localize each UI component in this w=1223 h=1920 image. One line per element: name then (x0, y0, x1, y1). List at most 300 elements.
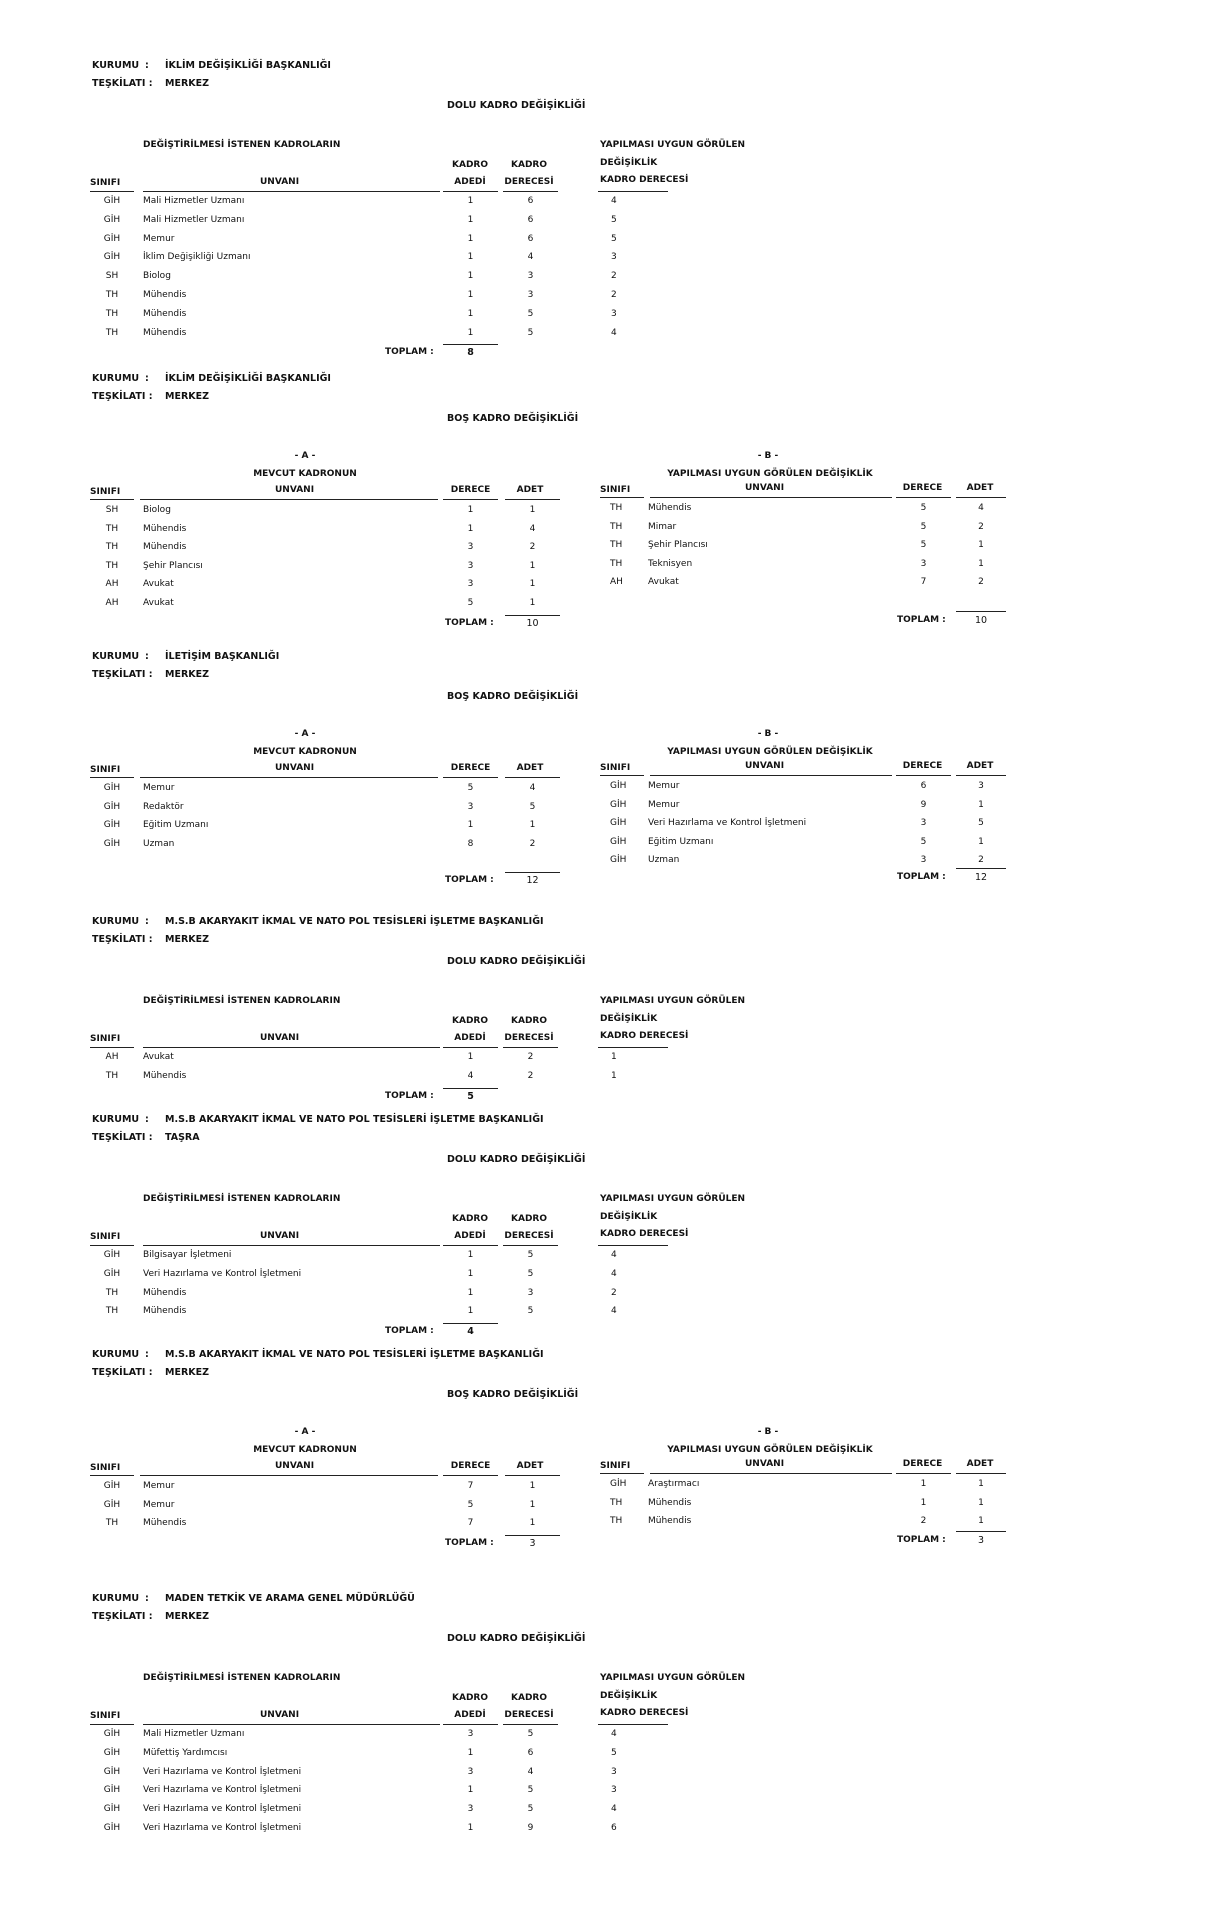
total-line (443, 1088, 498, 1089)
a-row-derece: 5 (467, 783, 474, 793)
header-underline-unvani (143, 191, 440, 192)
row-derecesi: 5 (527, 1268, 534, 1279)
header-derecesi: DERECESİ (504, 1033, 554, 1043)
b-header-unvani: UNVANI (745, 483, 785, 493)
row-adedi: 1 (467, 290, 474, 300)
total-label: TOPLAM : (385, 347, 434, 358)
a-mevcut: MEVCUT KADRONUN (253, 747, 357, 757)
row-unvani: Mühendis (143, 290, 187, 300)
a-row-sinifi: GİH (103, 1499, 121, 1510)
kurumu-colon: : (145, 916, 149, 927)
header-kadro-1: KADRO (452, 160, 488, 170)
header-underline-unvani (143, 1047, 440, 1048)
header-underline-unvani (143, 1245, 440, 1246)
b-row-adet: 5 (978, 818, 984, 829)
b-row-adet: 1 (978, 540, 984, 551)
b-row-derece: 7 (920, 577, 927, 588)
row-kadro-derecesi: 5 (611, 233, 617, 244)
a-row-sinifi: TH (105, 560, 119, 571)
header-kadro-2: KADRO (511, 160, 547, 170)
a-row-unvani: Redaktör (143, 801, 184, 812)
a-row-derece: 5 (467, 598, 474, 608)
b-row-derece: 5 (920, 521, 927, 532)
row-unvani: Mali Hizmetler Uzmanı (143, 1729, 245, 1739)
row-kadro-derecesi: 1 (611, 1070, 617, 1081)
b-row-derece: 6 (920, 781, 927, 791)
row-adedi: 1 (467, 1052, 474, 1062)
row-derecesi: 2 (527, 1070, 534, 1081)
kurumu-colon: : (145, 1114, 149, 1125)
row-sinifi: TH (105, 1070, 119, 1081)
header-underline-derecesi (503, 1047, 558, 1048)
row-kadro-derecesi: 3 (611, 308, 617, 319)
row-derecesi: 4 (527, 1766, 534, 1777)
b-row-sinifi: AH (610, 577, 623, 588)
row-derecesi: 9 (527, 1823, 534, 1833)
a-row-unvani: Mühendis (143, 1518, 187, 1529)
row-unvani: Veri Hazırlama ve Kontrol İşletmeni (143, 1766, 302, 1777)
a-header-unvani: UNVANI (275, 763, 315, 773)
b-row-derece: 5 (920, 540, 927, 551)
header-underline-sinifi (90, 1724, 134, 1725)
a-row-sinifi: TH (105, 542, 119, 553)
b-row-sinifi: GİH (610, 799, 627, 810)
row-sinifi: AH (105, 1052, 119, 1062)
row-sinifi: GİH (103, 1785, 121, 1796)
b-header-unvani: UNVANI (745, 761, 785, 771)
row-adedi: 1 (467, 214, 474, 225)
header-kadro-1: KADRO (452, 1214, 488, 1224)
a-header-adet: ADET (516, 1461, 544, 1471)
header-kadro-derecesi: KADRO DERECESİ (600, 1708, 689, 1718)
a-total-label: TOPLAM : (445, 617, 494, 628)
a-row-unvani: Memur (143, 783, 175, 793)
a-header-derece: DERECE (450, 763, 491, 773)
section-title: DOLU KADRO DEĞİŞİKLİĞİ (447, 100, 586, 111)
header-underline-derecesi (503, 1724, 558, 1725)
header-underline-unvani (143, 1724, 440, 1725)
teskilati-label: TEŞKİLATI : (92, 391, 153, 402)
teskilati-value: MERKEZ (165, 78, 209, 89)
header-underline-kadro-derecesi (598, 1245, 668, 1246)
row-sinifi: GİH (103, 196, 121, 206)
row-kadro-derecesi: 1 (611, 1052, 617, 1062)
header-underline-kadro-derecesi (598, 1724, 668, 1725)
header-kadro-2: KADRO (511, 1214, 547, 1224)
a-row-adet: 1 (529, 505, 536, 515)
teskilati-value: MERKEZ (165, 1611, 209, 1622)
a-marker: - A - (294, 1427, 316, 1437)
a-row-derece: 7 (467, 1518, 474, 1529)
b-underline-sinifi (600, 775, 644, 776)
row-kadro-derecesi: 2 (611, 290, 617, 300)
b-row-unvani: Eğitim Uzmanı (648, 836, 714, 847)
header-degisiklik: DEĞİŞİKLİK (600, 158, 658, 168)
row-derecesi: 2 (527, 1052, 534, 1062)
row-unvani: Mali Hizmetler Uzmanı (143, 196, 245, 206)
row-sinifi: GİH (103, 1729, 121, 1739)
a-underline-adet (505, 1475, 560, 1476)
total-line (443, 344, 498, 345)
row-adedi: 1 (467, 196, 474, 206)
a-total-line (505, 615, 560, 616)
teskilati-label: TEŞKİLATI : (92, 1132, 153, 1143)
a-row-sinifi: TH (105, 1518, 119, 1529)
header-underline-sinifi (90, 191, 134, 192)
b-row-sinifi: TH (610, 503, 623, 513)
section-title: DOLU KADRO DEĞİŞİKLİĞİ (447, 956, 586, 967)
b-marker: - B - (757, 451, 779, 461)
teskilati-label: TEŞKİLATI : (92, 1611, 153, 1622)
b-row-unvani: Mimar (648, 521, 677, 532)
header-underline-sinifi (90, 1245, 134, 1246)
row-sinifi: GİH (103, 233, 121, 244)
kurumu-label: KURUMU (92, 916, 140, 927)
b-row-adet: 1 (978, 1516, 984, 1527)
kurumu-label: KURUMU (92, 1114, 140, 1125)
b-row-adet: 2 (978, 855, 984, 866)
row-kadro-derecesi: 5 (611, 1747, 617, 1758)
total-line (443, 1323, 498, 1324)
header-adedi: ADEDİ (454, 1231, 486, 1241)
row-unvani: Müfettiş Yardımcısı (143, 1747, 228, 1758)
row-derecesi: 6 (527, 214, 534, 225)
b-row-adet: 1 (978, 799, 984, 810)
row-kadro-derecesi: 4 (611, 1268, 617, 1279)
row-unvani: Veri Hazırlama ve Kontrol İşletmeni (143, 1268, 302, 1279)
b-row-adet: 1 (978, 1497, 984, 1508)
kurumu-label: KURUMU (92, 1349, 140, 1360)
header-adedi: ADEDİ (454, 177, 486, 187)
row-unvani: Veri Hazırlama ve Kontrol İşletmeni (143, 1823, 302, 1833)
b-underline-derece (896, 775, 951, 776)
b-marker: - B - (757, 1427, 779, 1437)
a-underline-sinifi (90, 777, 134, 778)
a-underline-derece (443, 1475, 498, 1476)
row-kadro-derecesi: 4 (611, 196, 617, 206)
row-unvani: Bilgisayar İşletmeni (143, 1250, 232, 1260)
section-title: BOŞ KADRO DEĞİŞİKLİĞİ (447, 1389, 579, 1400)
b-row-adet: 1 (978, 1479, 984, 1489)
row-unvani: Veri Hazırlama ve Kontrol İşletmeni (143, 1785, 302, 1796)
a-row-unvani: Avukat (143, 579, 174, 590)
b-underline-unvani (650, 1473, 892, 1474)
row-adedi: 3 (467, 1766, 474, 1777)
a-row-derece: 7 (467, 1481, 474, 1491)
b-underline-sinifi (600, 497, 644, 498)
row-kadro-derecesi: 3 (611, 252, 617, 263)
section-title: DOLU KADRO DEĞİŞİKLİĞİ (447, 1154, 586, 1165)
b-row-sinifi: TH (610, 558, 623, 569)
b-header-sinifi: SINIFI (600, 763, 631, 773)
b-row-adet: 3 (978, 781, 984, 791)
b-row-derece: 3 (920, 558, 927, 569)
row-sinifi: SH (105, 271, 119, 282)
a-row-derece: 1 (467, 505, 474, 515)
row-kadro-derecesi: 2 (611, 1287, 617, 1298)
b-row-unvani: Memur (648, 799, 680, 810)
row-unvani: Avukat (143, 1052, 174, 1062)
a-row-unvani: Mühendis (143, 523, 187, 534)
a-row-adet: 2 (529, 838, 536, 849)
b-total-label: TOPLAM : (897, 1534, 946, 1545)
row-derecesi: 5 (527, 1804, 534, 1815)
kurumu-colon: : (145, 1593, 149, 1604)
row-adedi: 3 (467, 1729, 474, 1739)
row-adedi: 1 (467, 252, 474, 263)
row-unvani: Mühendis (143, 327, 187, 338)
a-row-adet: 4 (529, 523, 536, 534)
header-degistirilmesi: DEĞİŞTİRİLMESİ İSTENEN KADROLARIN (143, 1673, 341, 1683)
kurumu-value: M.S.B AKARYAKIT İKMAL VE NATO POL TESİSLERİ İŞLETME BAŞKANLIĞI (165, 916, 544, 927)
header-underline-derecesi (503, 191, 558, 192)
a-row-sinifi: GİH (103, 1481, 121, 1491)
header-degisiklik: DEĞİŞİKLİK (600, 1212, 658, 1222)
b-yapilmasi: YAPILMASI UYGUN GÖRÜLEN DEĞİŞİKLİK (667, 747, 873, 757)
b-header-adet: ADET (966, 761, 994, 771)
a-header-derece: DERECE (450, 485, 491, 495)
header-unvani: UNVANI (260, 1710, 300, 1720)
total-value: 8 (467, 347, 474, 359)
b-total-label: TOPLAM : (897, 872, 946, 882)
b-total-label: TOPLAM : (897, 614, 946, 625)
b-row-sinifi: GİH (610, 1479, 627, 1489)
b-row-adet: 1 (978, 558, 984, 569)
a-row-derece: 3 (467, 801, 474, 812)
row-unvani: Memur (143, 233, 175, 244)
row-kadro-derecesi: 2 (611, 271, 617, 282)
b-row-unvani: Teknisyen (648, 558, 693, 569)
header-underline-adedi (443, 1724, 498, 1725)
b-row-sinifi: TH (610, 540, 623, 551)
row-derecesi: 5 (527, 327, 534, 338)
a-header-sinifi: SINIFI (90, 1463, 121, 1473)
kurumu-value: İLETİŞİM BAŞKANLIĞI (165, 651, 280, 662)
b-underline-derece (896, 1473, 951, 1474)
row-derecesi: 3 (527, 1287, 534, 1298)
b-row-derece: 2 (920, 1516, 927, 1527)
a-total-value: 10 (526, 617, 539, 629)
a-underline-unvani (140, 499, 438, 500)
header-unvani: UNVANI (260, 177, 300, 187)
kurumu-value: M.S.B AKARYAKIT İKMAL VE NATO POL TESİSLERİ İŞLETME BAŞKANLIĞI (165, 1114, 544, 1125)
header-kadro-derecesi: KADRO DERECESİ (600, 175, 689, 185)
row-kadro-derecesi: 4 (611, 1804, 617, 1815)
header-kadro-1: KADRO (452, 1016, 488, 1026)
b-underline-unvani (650, 497, 892, 498)
row-derecesi: 5 (527, 1306, 534, 1317)
b-header-unvani: UNVANI (745, 1459, 785, 1469)
row-adedi: 1 (467, 233, 474, 244)
a-row-derece: 1 (467, 523, 474, 534)
a-row-adet: 1 (529, 1499, 536, 1510)
row-sinifi: GİH (103, 1823, 121, 1833)
row-adedi: 1 (467, 1306, 474, 1317)
total-value: 5 (467, 1090, 474, 1102)
b-row-adet: 4 (978, 503, 984, 513)
a-row-unvani: Memur (143, 1499, 175, 1510)
header-derecesi: DERECESİ (504, 1710, 554, 1720)
a-row-sinifi: AH (105, 579, 119, 590)
row-unvani: Mali Hizmetler Uzmanı (143, 214, 245, 225)
header-sinifi: SINIFI (90, 1711, 121, 1721)
row-unvani: Mühendis (143, 1070, 187, 1081)
header-adedi: ADEDİ (454, 1033, 486, 1043)
b-underline-sinifi (600, 1473, 644, 1474)
b-total-value: 12 (974, 872, 988, 883)
a-total-label: TOPLAM : (445, 875, 494, 885)
b-row-unvani: Mühendis (648, 1497, 692, 1508)
row-sinifi: GİH (103, 214, 121, 225)
b-total-line (956, 611, 1006, 612)
b-row-sinifi: TH (610, 1516, 623, 1527)
kurumu-colon: : (145, 651, 149, 662)
kurumu-value: İKLİM DEĞİŞİKLİĞİ BAŞKANLIĞI (165, 373, 331, 384)
b-header-sinifi: SINIFI (600, 1461, 631, 1471)
row-sinifi: GİH (103, 1766, 121, 1777)
a-row-unvani: Biolog (143, 505, 171, 515)
section-title: DOLU KADRO DEĞİŞİKLİĞİ (447, 1633, 586, 1644)
row-derecesi: 3 (527, 290, 534, 300)
row-sinifi: GİH (103, 1804, 121, 1815)
b-row-unvani: Mühendis (648, 1516, 692, 1527)
a-underline-adet (505, 777, 560, 778)
row-derecesi: 6 (527, 233, 534, 244)
row-kadro-derecesi: 4 (611, 1306, 617, 1317)
a-header-unvani: UNVANI (275, 1461, 315, 1471)
b-row-unvani: Araştırmacı (648, 1479, 700, 1489)
total-value: 4 (467, 1326, 474, 1338)
a-row-unvani: Şehir Plancısı (143, 560, 203, 571)
b-row-sinifi: TH (610, 1497, 623, 1508)
a-underline-unvani (140, 777, 438, 778)
a-total-line (505, 1535, 560, 1536)
row-derecesi: 6 (527, 196, 534, 206)
a-row-sinifi: AH (105, 598, 119, 608)
header-kadro-2: KADRO (511, 1016, 547, 1026)
header-yapilmasi: YAPILMASI UYGUN GÖRÜLEN (600, 1194, 746, 1204)
kurumu-label: KURUMU (92, 373, 140, 384)
a-row-unvani: Uzman (143, 838, 175, 849)
header-yapilmasi: YAPILMASI UYGUN GÖRÜLEN (600, 996, 746, 1006)
kurumu-colon: : (145, 373, 149, 384)
b-header-adet: ADET (966, 483, 994, 493)
row-sinifi: GİH (103, 1268, 121, 1279)
a-total-value: 12 (526, 875, 539, 886)
row-derecesi: 5 (527, 308, 534, 319)
row-sinifi: GİH (103, 252, 121, 263)
b-header-derece: DERECE (902, 1459, 943, 1469)
b-row-sinifi: GİH (610, 781, 627, 791)
b-row-unvani: Veri Hazırlama ve Kontrol İşletmeni (648, 818, 807, 829)
a-row-sinifi: SH (105, 505, 119, 515)
a-underline-derece (443, 499, 498, 500)
teskilati-label: TEŞKİLATI : (92, 78, 153, 89)
total-label: TOPLAM : (385, 1326, 434, 1337)
row-sinifi: GİH (103, 1250, 121, 1260)
row-adedi: 1 (467, 308, 474, 319)
section-title: BOŞ KADRO DEĞİŞİKLİĞİ (447, 413, 579, 424)
row-unvani: İklim Değişikliği Uzmanı (143, 252, 251, 263)
a-underline-sinifi (90, 499, 134, 500)
b-row-derece: 3 (920, 855, 927, 866)
b-row-derece: 9 (920, 799, 927, 810)
b-row-unvani: Memur (648, 781, 680, 791)
a-header-unvani: UNVANI (275, 485, 315, 495)
b-header-derece: DERECE (902, 483, 943, 493)
kurumu-colon: : (145, 1349, 149, 1360)
header-derecesi: DERECESİ (504, 177, 554, 187)
header-degistirilmesi: DEĞİŞTİRİLMESİ İSTENEN KADROLARIN (143, 1194, 341, 1204)
teskilati-value: MERKEZ (165, 669, 209, 680)
row-derecesi: 4 (527, 252, 534, 263)
a-row-unvani: Eğitim Uzmanı (143, 820, 209, 831)
a-row-derece: 3 (467, 579, 474, 590)
teskilati-value: TAŞRA (165, 1132, 200, 1143)
a-row-sinifi: TH (105, 523, 119, 534)
kurumu-label: KURUMU (92, 651, 140, 662)
a-row-adet: 5 (529, 801, 536, 812)
a-header-sinifi: SINIFI (90, 487, 121, 497)
kurumu-label: KURUMU (92, 1593, 140, 1604)
header-degisiklik: DEĞİŞİKLİK (600, 1014, 658, 1024)
kurumu-value: M.S.B AKARYAKIT İKMAL VE NATO POL TESİSLERİ İŞLETME BAŞKANLIĞI (165, 1349, 544, 1360)
row-sinifi: TH (105, 327, 119, 338)
b-total-value: 10 (974, 614, 988, 626)
a-mevcut: MEVCUT KADRONUN (253, 1445, 357, 1455)
header-underline-adedi (443, 1245, 498, 1246)
a-total-value: 3 (529, 1537, 536, 1549)
b-row-adet: 2 (978, 577, 984, 588)
b-underline-adet (956, 775, 1006, 776)
row-adedi: 1 (467, 271, 474, 282)
row-kadro-derecesi: 6 (611, 1823, 617, 1833)
b-total-line (956, 868, 1006, 869)
b-row-derece: 5 (920, 836, 927, 847)
teskilati-value: MERKEZ (165, 1367, 209, 1378)
b-row-derece: 5 (920, 503, 927, 513)
teskilati-label: TEŞKİLATI : (92, 669, 153, 680)
row-derecesi: 5 (527, 1785, 534, 1796)
header-degistirilmesi: DEĞİŞTİRİLMESİ İSTENEN KADROLARIN (143, 140, 341, 150)
row-adedi: 3 (467, 1804, 474, 1815)
b-underline-adet (956, 497, 1006, 498)
a-row-adet: 1 (529, 579, 536, 590)
header-degisiklik: DEĞİŞİKLİK (600, 1691, 658, 1701)
kurumu-label: KURUMU (92, 60, 140, 71)
b-row-unvani: Şehir Plancısı (648, 540, 708, 551)
row-derecesi: 3 (527, 271, 534, 282)
b-row-derece: 1 (920, 1479, 927, 1489)
b-row-sinifi: GİH (610, 855, 627, 866)
row-kadro-derecesi: 4 (611, 1250, 617, 1260)
header-kadro-2: KADRO (511, 1693, 547, 1703)
a-row-sinifi: GİH (103, 783, 121, 793)
header-sinifi: SINIFI (90, 1034, 121, 1044)
a-row-adet: 1 (529, 1481, 536, 1491)
row-unvani: Mühendis (143, 1287, 187, 1298)
a-mevcut: MEVCUT KADRONUN (253, 469, 357, 479)
header-derecesi: DERECESİ (504, 1231, 554, 1241)
row-adedi: 1 (467, 1268, 474, 1279)
row-sinifi: TH (105, 1306, 119, 1317)
teskilati-value: MERKEZ (165, 934, 209, 945)
a-row-sinifi: GİH (103, 838, 121, 849)
b-total-line (956, 1531, 1006, 1532)
a-row-unvani: Mühendis (143, 542, 187, 553)
row-unvani: Veri Hazırlama ve Kontrol İşletmeni (143, 1804, 302, 1815)
header-kadro-1: KADRO (452, 1693, 488, 1703)
